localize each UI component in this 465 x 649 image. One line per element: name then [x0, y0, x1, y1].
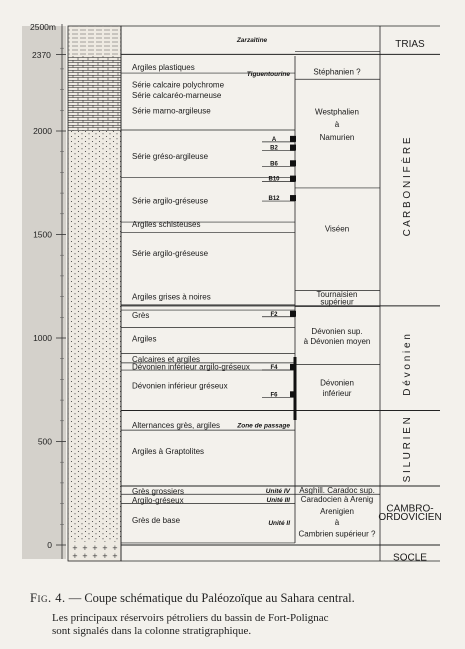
depth-tick-label: 1500: [33, 229, 52, 240]
lithology-label-argiles-plastiques: Argiles plastiques: [132, 62, 195, 72]
reservoir-label-f4: F4: [270, 364, 278, 371]
lithology-label-argiles-grises-a-noires: Argiles grises à noires: [132, 292, 211, 302]
stage-label-namurien: Namurien: [319, 133, 355, 143]
marker-label-zone-de-passage: Zone de passage: [237, 422, 290, 430]
system-label-socle: SOCLE: [393, 552, 427, 564]
marker-label-unite-ii: Unité II: [268, 519, 290, 527]
lithology-label-serie-greso-argileuse: Série gréso-argileuse: [132, 151, 209, 161]
depth-tick-label: 500: [37, 436, 52, 447]
stage-label-zarzaitine: Zarzaïtine: [236, 36, 268, 44]
depth-tick-label: 0: [47, 540, 52, 550]
stage-label-a: à: [334, 119, 340, 129]
reservoir-label-b2: B2: [270, 145, 278, 152]
depth-tick-label: 1000: [33, 333, 52, 343]
reservoir-tick-b10: [290, 176, 296, 182]
stage-label-superieur: supérieur: [320, 297, 354, 307]
reservoir-label-a: A: [271, 136, 277, 143]
reservoir-label-f6: F6: [270, 392, 278, 399]
lithology-label-argiles-schisteuses: Argiles schisteuses: [132, 220, 201, 230]
reservoir-tick-b12: [290, 195, 296, 201]
lithology-label-argilo-greseux: Argilo-gréseux: [132, 495, 184, 505]
basement-band: [68, 541, 121, 561]
system-label-devonien: D é v o n i e n: [402, 334, 413, 396]
triassic-clay-band: [68, 26, 121, 56]
figure-number: Fig. 4.: [30, 591, 66, 605]
reservoir-label-b6: B6: [270, 161, 278, 168]
depth-scale: [22, 22, 66, 559]
stage-boundaries: [295, 51, 380, 494]
depth-unit-label: 2500m: [30, 22, 56, 32]
stage-label-cambrien-superieur: Cambrien supérieur ?: [298, 529, 376, 539]
lithology-label-gres: Grès: [132, 310, 150, 320]
stage-label-westphalien: Westphalien: [315, 107, 359, 117]
lithology-label-serie-calcareo-marneuse: Série calcaréo-marneuse: [132, 90, 222, 100]
lithology-label-serie-argilo-greseuse: Série argilo-gréseuse: [132, 249, 209, 259]
lithology-label-alternances-gres-argiles: Alternances grès, argiles: [132, 420, 221, 430]
figure-caption-line-2: sont signalés dans la colonne stratigraphique.: [52, 625, 252, 637]
stage-label-a-devonien-moyen: à Dévonien moyen: [303, 337, 371, 347]
lithology-label-argiles: Argiles: [132, 334, 157, 344]
system-label-carbonifere: C A R B O N I F È R E: [402, 137, 413, 237]
lithology-label-calcaires-et-argiles: Calcaires et argiles: [132, 355, 201, 365]
reservoir-tick-a: [290, 136, 296, 142]
system-label-trias: TRIAS: [395, 39, 425, 51]
lithology-column: [68, 26, 121, 561]
stage-label-viseen: Viséen: [324, 224, 350, 234]
carbonate-band: [68, 56, 121, 131]
stage-label-arenigien: Arenigien: [320, 506, 354, 516]
reservoir-label-b12: B12: [268, 196, 280, 203]
lithology-label-devonien-inferieur-greseux: Dévonien inférieur gréseux: [132, 381, 228, 391]
system-label-silurien: S I L U R I E N: [402, 417, 413, 483]
lithology-label-serie-argilo-greseuse: Série argilo-gréseuse: [132, 196, 209, 206]
reservoir-label-b10: B10: [268, 176, 280, 183]
depth-scale-bar: [22, 26, 66, 559]
marker-labels: [236, 71, 290, 527]
stage-label-a: à: [334, 517, 340, 527]
depth-top-label: 2370: [32, 50, 51, 60]
lithology-label-argiles-a-graptolites: Argiles à Graptolites: [132, 446, 205, 456]
figure-title: — Coupe schématique du Paléozoïque au Sahara central.: [65, 591, 355, 605]
figure-caption-title: [30, 591, 450, 606]
sandstone-band: [68, 131, 121, 541]
stage-label-devonien-sup: Dévonien sup.: [311, 326, 363, 336]
system-labels: [378, 39, 441, 563]
system-label-ordovicien: ORDOVICIEN: [378, 512, 442, 524]
lithology-boundaries: [121, 70, 295, 543]
stage-label-devonien: Dévonien: [320, 378, 354, 388]
stage-label-tournaisien: Tournaisien: [316, 290, 358, 300]
reservoir-label-f2: F2: [270, 311, 278, 318]
reservoir-tick-b2: [290, 145, 296, 151]
lithology-label-gres-grossiers: Grès grossiers: [132, 486, 185, 496]
marker-label-unite-iii: Unité III: [266, 497, 290, 505]
lithology-label-serie-marno-argileuse: Série marno-argileuse: [132, 106, 211, 116]
stage-label-asghill-caradoc-sup: Asghill. Caradoc sup.: [299, 485, 375, 495]
reservoir-tick-f2: [290, 311, 296, 317]
stage-labels: [236, 37, 376, 539]
depth-tick-label: 2000: [33, 126, 52, 136]
stage-label-stephanien: Stéphanien ?: [313, 67, 361, 77]
lithology-labels: [132, 63, 250, 525]
marker-label-tiguentourine: Tiguentourine: [246, 70, 290, 78]
reservoir-tick-b6: [290, 160, 296, 166]
lithology-label-gres-de-base: Grès de base: [132, 516, 181, 526]
stage-label-inferieur: inférieur: [322, 388, 352, 398]
figure-caption-line-1: Les principaux réservoirs pétroliers du bassin de Fort-Polignac: [52, 612, 329, 624]
marker-label-unite-iv: Unité IV: [265, 488, 290, 496]
lithology-label-serie-calcaire-polychrome: Série calcaire polychrome: [132, 80, 225, 90]
lithology-label-devonien-inferieur-argilo-greseux: Dévonien inférieur argilo-gréseux: [132, 362, 250, 372]
stage-label-caradocien-a-arenig: Caradocien à Arenig: [300, 495, 374, 505]
system-label-cambro: CAMBRO-: [386, 503, 434, 515]
reservoir-markers: [262, 136, 296, 398]
